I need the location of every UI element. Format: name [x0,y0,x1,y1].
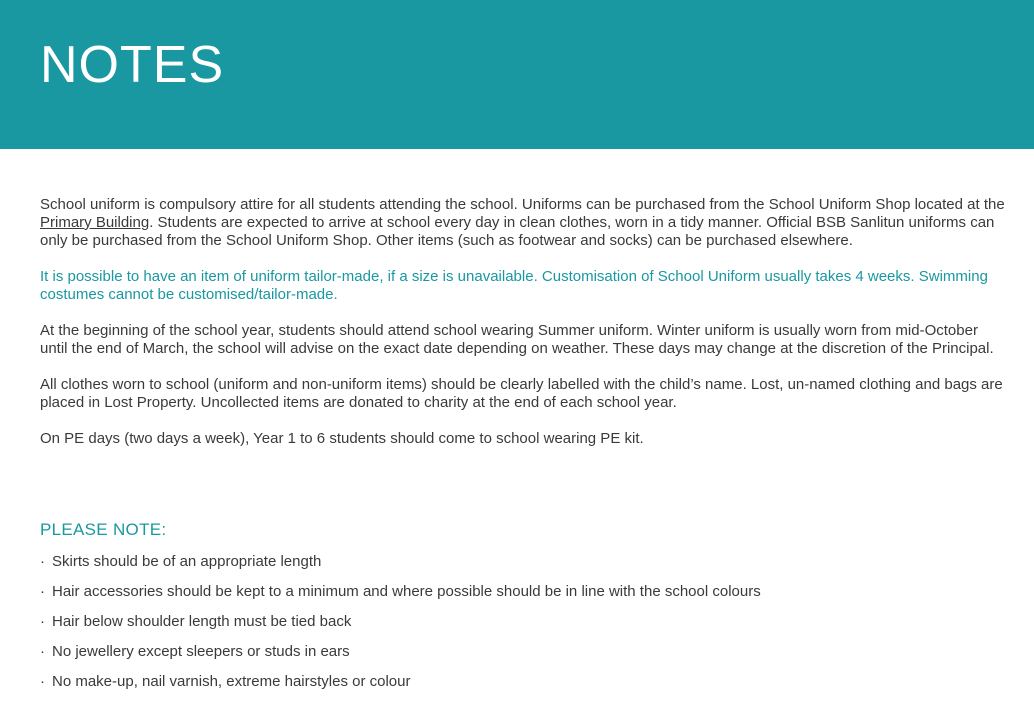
bullet-icon: · [40,583,45,600]
list-item-text: Hair accessories should be kept to a minimum and where possible should be in line with the school colours [52,583,761,600]
paragraph-uniform-intro-start: School uniform is compulsory attire for all students attending the school. Uniforms can be purchased from the School Uniform Shop located at the [40,196,1005,213]
list-item-text: Hair below shoulder length must be tied back [52,613,352,630]
paragraph-pe-days: On PE days (two days a week), Year 1 to 6 students should come to school wearing PE kit. [40,430,644,447]
list-item [40,582,761,612]
list-item [40,642,761,672]
bullet-icon: · [40,613,45,630]
page-title: NOTES [40,36,225,94]
paragraph-uniform-intro [40,196,1005,250]
primary-building-link[interactable]: Primary Building [40,214,150,231]
paragraph-tailor-made: It is possible to have an item of uniform tailor-made, if a size is unavailable. Customisation of School Uniform usually takes 4 weeks. Swimming costumes cannot be customised/tailor-made. [40,268,988,303]
please-note-list [40,552,761,702]
list-item [40,552,761,582]
list-item [40,672,761,702]
bullet-icon: · [40,673,45,690]
paragraph-uniform-intro-end: . Students are expected to arrive at school every day in clean clothes, worn in a tidy manner. Official BSB Sanlitun uniforms can only be purchased from the School Uniform Shop. Other items (such as footwear and socks) can be purchased elsewhere. [40,214,995,249]
notes-body [40,196,1005,466]
paragraph-labelling: All clothes worn to school (uniform and non-uniform items) should be clearly labelled with the child’s name. Lost, un-named clothing and bags are placed in Lost Property. Uncollected items are donated to charity at the end of each school year. [40,376,1003,411]
bullet-icon: · [40,643,45,660]
list-item [40,612,761,642]
page-header [0,0,1034,149]
list-item-text: Skirts should be of an appropriate length [52,553,322,570]
list-item-text: No make-up, nail varnish, extreme hairstyles or colour [52,673,411,690]
bullet-icon: · [40,553,45,570]
paragraph-seasonal-uniform: At the beginning of the school year, students should attend school wearing Summer uniform. Winter uniform is usually worn from mid-October until the end of March, the school will advise on the exact date depending on weather. These days may change at the discretion of the Principal. [40,322,994,357]
list-item-text: No jewellery except sleepers or studs in ears [52,643,350,660]
please-note-heading: PLEASE NOTE: [40,520,167,539]
